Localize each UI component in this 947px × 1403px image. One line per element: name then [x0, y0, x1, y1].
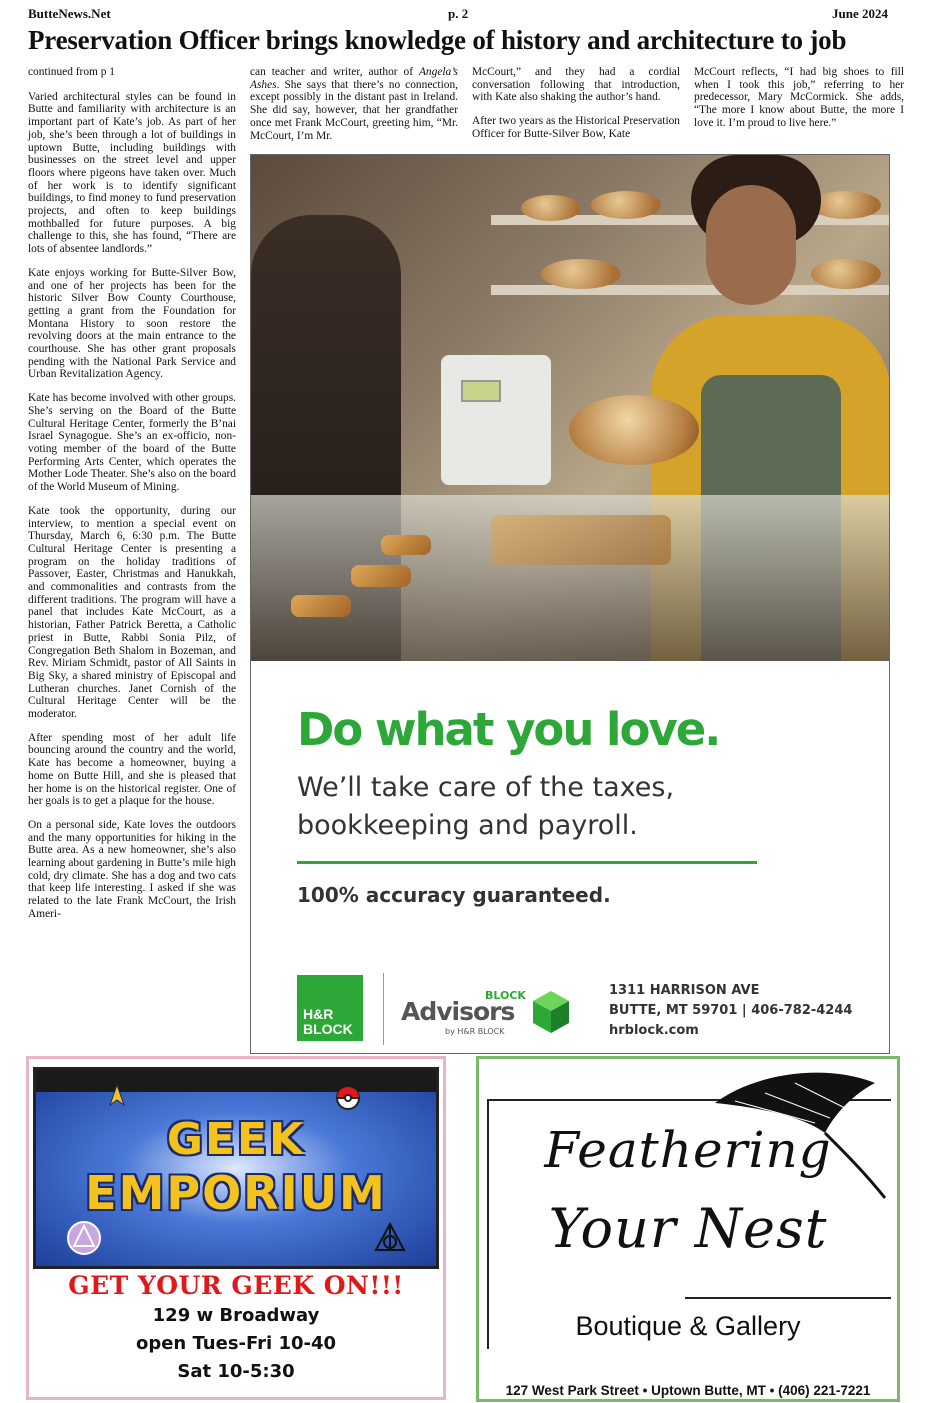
store-sign-photo [33, 1067, 439, 1269]
baker-face [706, 185, 796, 305]
text-run: can teacher and writer, author of [250, 66, 419, 78]
continued-note: continued from p 1 [28, 66, 115, 78]
issue-date: June 2024 [832, 6, 888, 21]
advisors-by: by H&R BLOCK [445, 1027, 505, 1036]
article-column-3 [472, 66, 680, 152]
store-address: 129 w Broadway [152, 1305, 320, 1326]
bakery-photo [251, 155, 890, 661]
logo-line: BLOCK [303, 1021, 353, 1037]
site-name: ButteNews.Net [28, 6, 111, 21]
bread [521, 195, 581, 221]
page-number: p. 2 [448, 6, 469, 21]
ad-guarantee: 100% accuracy guaranteed. [297, 883, 611, 907]
bread [811, 191, 881, 219]
cash-register [441, 355, 551, 485]
block-advisors-logo [401, 989, 567, 1039]
pastry [381, 535, 431, 555]
sign-title-geek: GEEK [166, 1114, 306, 1165]
shop-name-line1: Feathering [544, 1121, 832, 1179]
article-paragraph: After two years as the Historical Preservation Officer for Butte-Silver Bow, Kate [472, 115, 680, 140]
cube-icon [531, 989, 571, 1035]
feathering-your-nest-ad[interactable] [476, 1056, 900, 1402]
website-link[interactable]: hrblock.com [609, 1023, 699, 1038]
ad-frame-rule [685, 1297, 891, 1299]
article-paragraph: McCourt,” and they had a cordial conversation following that introduction, with Kate also shaking the author’s hand. [472, 66, 680, 104]
sign-top-strip [36, 1070, 436, 1092]
bread [541, 259, 621, 289]
ad-headline: Do what you love. [297, 703, 720, 756]
shop-subtitle: Boutique & Gallery [575, 1311, 801, 1341]
article-headline: Preservation Officer brings knowledge of history and architecture to job [28, 25, 847, 55]
article-paragraph: Kate enjoys working for Butte-Silver Bow, and one of her projects has been for the historic Silver Bow County Courthouse, getting a grant from the Foundation for Montana History to soon restore the revolving doors at the main entrance to the courthouse. She has other grant proposals pending with the National Park Service and Urban Revitalization Agency. [28, 266, 236, 381]
register-screen [461, 380, 501, 402]
book-title: Angela’s Ashes [250, 66, 458, 91]
bread-loaf [569, 395, 699, 465]
geek-tagline: GET YOUR GEEK ON!!! [68, 1271, 404, 1300]
store-hours-saturday: Sat 10-5:30 [177, 1361, 295, 1382]
address-street: 1311 HARRISON AVE [609, 983, 760, 998]
shop-name-line2: Your Nest [548, 1197, 828, 1260]
sign-title-emporium: EMPORIUM [85, 1166, 387, 1220]
text-run: . She says that there’s no connection, except possibly in the distant past in Ireland. She did say, however, that her grandfather once met Frank McCourt, greeting him, “Mr. McCourt, I’m Mr. [250, 78, 458, 142]
hr-block-logo [297, 975, 363, 1041]
article-column-1 [28, 66, 236, 932]
article-column-2 [250, 66, 458, 153]
pastry [291, 595, 351, 617]
advisors-word: Advisors [401, 997, 515, 1026]
ad-divider [297, 861, 757, 864]
article-paragraph: Kate took the opportunity, during our interview, to mention a special event on Thursday, March 6, 6:30 p.m. The Butte Cultural Heritage Center is presenting a program on the holiday traditions of Passover, Easter, Christmas and Hanukkah, and commonalities and contrasts from the different traditions. The program will have a panel that includes Kate McCourt, as a historian, Father Patrick Beretta, a Catholic priest in Butte, Rabbi Sonia Pilz, of Congregation Beth Shalom in Bozeman, and Rev. Miriam Schmidt, pastor of All Saints in Big Sky, a shared ministry of Episcopal and Lutheran churches. Janet Cornish of the Cultural Heritage Center will be the moderator. [28, 504, 236, 721]
masthead [28, 6, 888, 22]
bread [811, 259, 881, 289]
store-hours-weekday: open Tues-Fri 10-40 [135, 1333, 337, 1354]
article-paragraph: McCourt reflects, “I had big shoes to fill when I took this job,” referring to her predecessor, Mary McCormick. She adds, “The more I know about Butte, the more I love it. I’m proud to live here.” [694, 66, 904, 129]
hr-block-ad[interactable] [250, 154, 890, 1054]
pastry [351, 565, 411, 587]
deathly-hallows-icon [372, 1220, 408, 1256]
article-paragraph: On a personal side, Kate loves the outdoors and the many opportunities for hiking in the Butte area. As a new homeowner, she’s also learning about gardening in Butte’s mile high cold, dry climate. She has a dog and two cats that keep life interesting. I asked if she was related to the late Frank McCourt, the Irish Ameri- [28, 818, 236, 920]
article-column-4 [694, 66, 904, 141]
article-paragraph: Kate has become involved with other groups. She’s serving on the Board of the Butte Cultural Heritage Center, formerly the B’nai Israel Synagogue. She’s an ex-officio, non-voting member of the board of the Butte Performing Arts Center, which operates the Mother Lode Theater. She’s also on the board of the World Museum of Mining. [28, 392, 236, 494]
advisors-block-word: BLOCK [485, 989, 526, 1002]
emblem-icon [66, 1220, 102, 1256]
address-city-phone: BUTTE, MT 59701 | 406-782-4244 [609, 1003, 853, 1018]
bread [591, 191, 661, 219]
article-paragraph: After spending most of her adult life bouncing around the country and the world, Kate has become a homeowner, buying a home on Butte Hill, and she is pleased that her home is on the historical register. One of her goals is to get a plaque for the house. [28, 731, 236, 808]
pokeball-icon [336, 1086, 360, 1110]
office-address [609, 981, 852, 1041]
logo-divider [383, 973, 384, 1045]
geek-emporium-ad[interactable] [26, 1056, 446, 1400]
shop-contact: 127 West Park Street • Uptown Butte, MT • (406) 221-7221 [505, 1383, 871, 1398]
logo-line: H&R [303, 1006, 334, 1022]
pastry-tray [491, 515, 671, 565]
ad-subheadline: We’ll take care of the taxes, bookkeeping and payroll. [297, 772, 675, 841]
article-paragraph: Varied architectural styles can be found in Butte and familiarity with architecture is an important part of Kate’s job. As part of her job, she’s been through a lot of buildings in uptown Butte, including buildings with businesses on the street level and upper floors where pigeons have taken over. Much of her work is to identify significant buildings, to find money to fund preservation projects, and often to keep buildings mothballed for future purposes. A big challenge to this, she has found, “There are lots of absentee landlords.” [28, 90, 236, 256]
article-paragraph [250, 66, 458, 142]
starfleet-icon [106, 1084, 128, 1106]
